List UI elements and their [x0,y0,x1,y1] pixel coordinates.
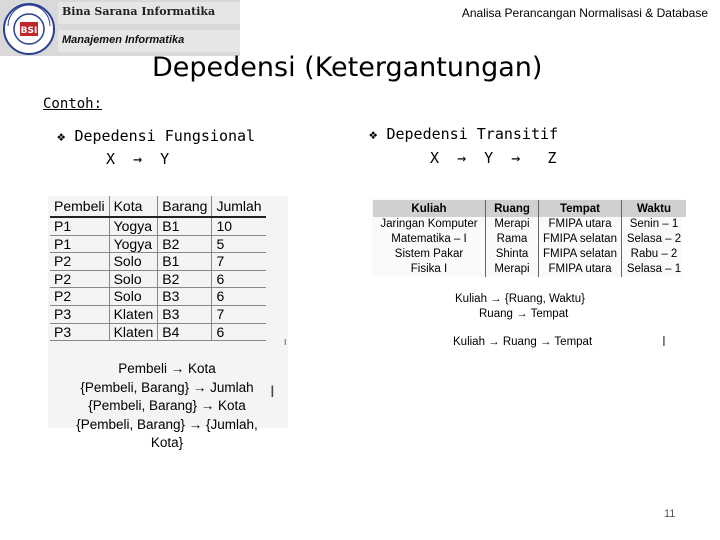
rule-line: {Pembeli, Barang} → Jumlah [80,379,254,395]
table-row: P3 Klaten B3 7 [50,305,266,323]
rule-line: Ruang → Tempat [479,308,569,320]
functional-dependency-rules [72,360,262,453]
svg-text:BSI: BSI [20,26,38,36]
column-header: Kota [109,196,158,217]
left-heading: ❖ Depedensi Fungsional [57,127,256,145]
left-formula: X → Y [106,150,170,168]
slide-title: Depedensi (Ketergantungan) [152,52,543,83]
column-header: Pembeli [50,196,109,217]
example-label: Contoh: [43,96,103,112]
table-row: P2 Solo B2 6 [50,270,266,288]
table-row: P2 Solo B3 6 [50,288,266,306]
institution-name: Bina Sarana Informatika [62,5,216,18]
table-row: P2 Solo B1 7 [50,253,266,271]
course-title: Analisa Perancangan Normalisasi & Database [461,6,708,20]
diamond-bullet-icon: ❖ [369,127,378,143]
kuliah-table [373,200,686,277]
table-row: Sistem Pakar Shinta FMIPA selatan Rabu – 2 [373,247,686,262]
table-row: P3 Klaten B4 6 [50,323,266,341]
column-header: Barang [158,196,212,217]
diamond-bullet-icon: ❖ [57,129,66,145]
table-row: Matematika – I Rama FMIPA selatan Selasa – 2 [373,232,686,247]
transitive-dependency-rules [455,292,585,322]
column-header: Jumlah [212,196,266,217]
column-header: Kuliah [373,200,486,217]
text-cursor-icon: I [284,338,287,347]
table-row: P1 Yogya B2 5 [50,235,266,253]
right-formula: X → Y → Z [430,149,557,167]
program-name: Manajemen Informatika [62,34,185,46]
table-row: Jaringan Komputer Merapi FMIPA utara Senin – 1 [373,217,686,232]
column-header: Ruang [486,200,539,217]
rule-line: Pembeli → Kota [118,361,216,376]
column-header: Tempat [539,200,622,217]
right-heading: ❖ Depedensi Transitif [369,125,559,143]
table-row: P1 Yogya B1 10 [50,217,266,235]
header-banner [0,0,240,56]
column-header: Waktu [622,200,687,217]
page-number: 11 [664,508,676,520]
rule-line: Kuliah → {Ruang, Waktu} [455,293,585,305]
rule-line: {Pembeli, Barang} → Kota [88,398,246,413]
text-cursor-icon: I [662,335,666,350]
pembeli-table [50,196,266,341]
text-cursor-icon: I [270,382,275,401]
bsi-seal-icon [2,2,56,56]
transitive-chain: Kuliah → Ruang → Tempat [453,336,593,348]
table-row: Fisika I Merapi FMIPA utara Selasa – 1 [373,262,686,277]
rule-line: {Pembeli, Barang} → {Jumlah, Kota} [76,416,258,450]
